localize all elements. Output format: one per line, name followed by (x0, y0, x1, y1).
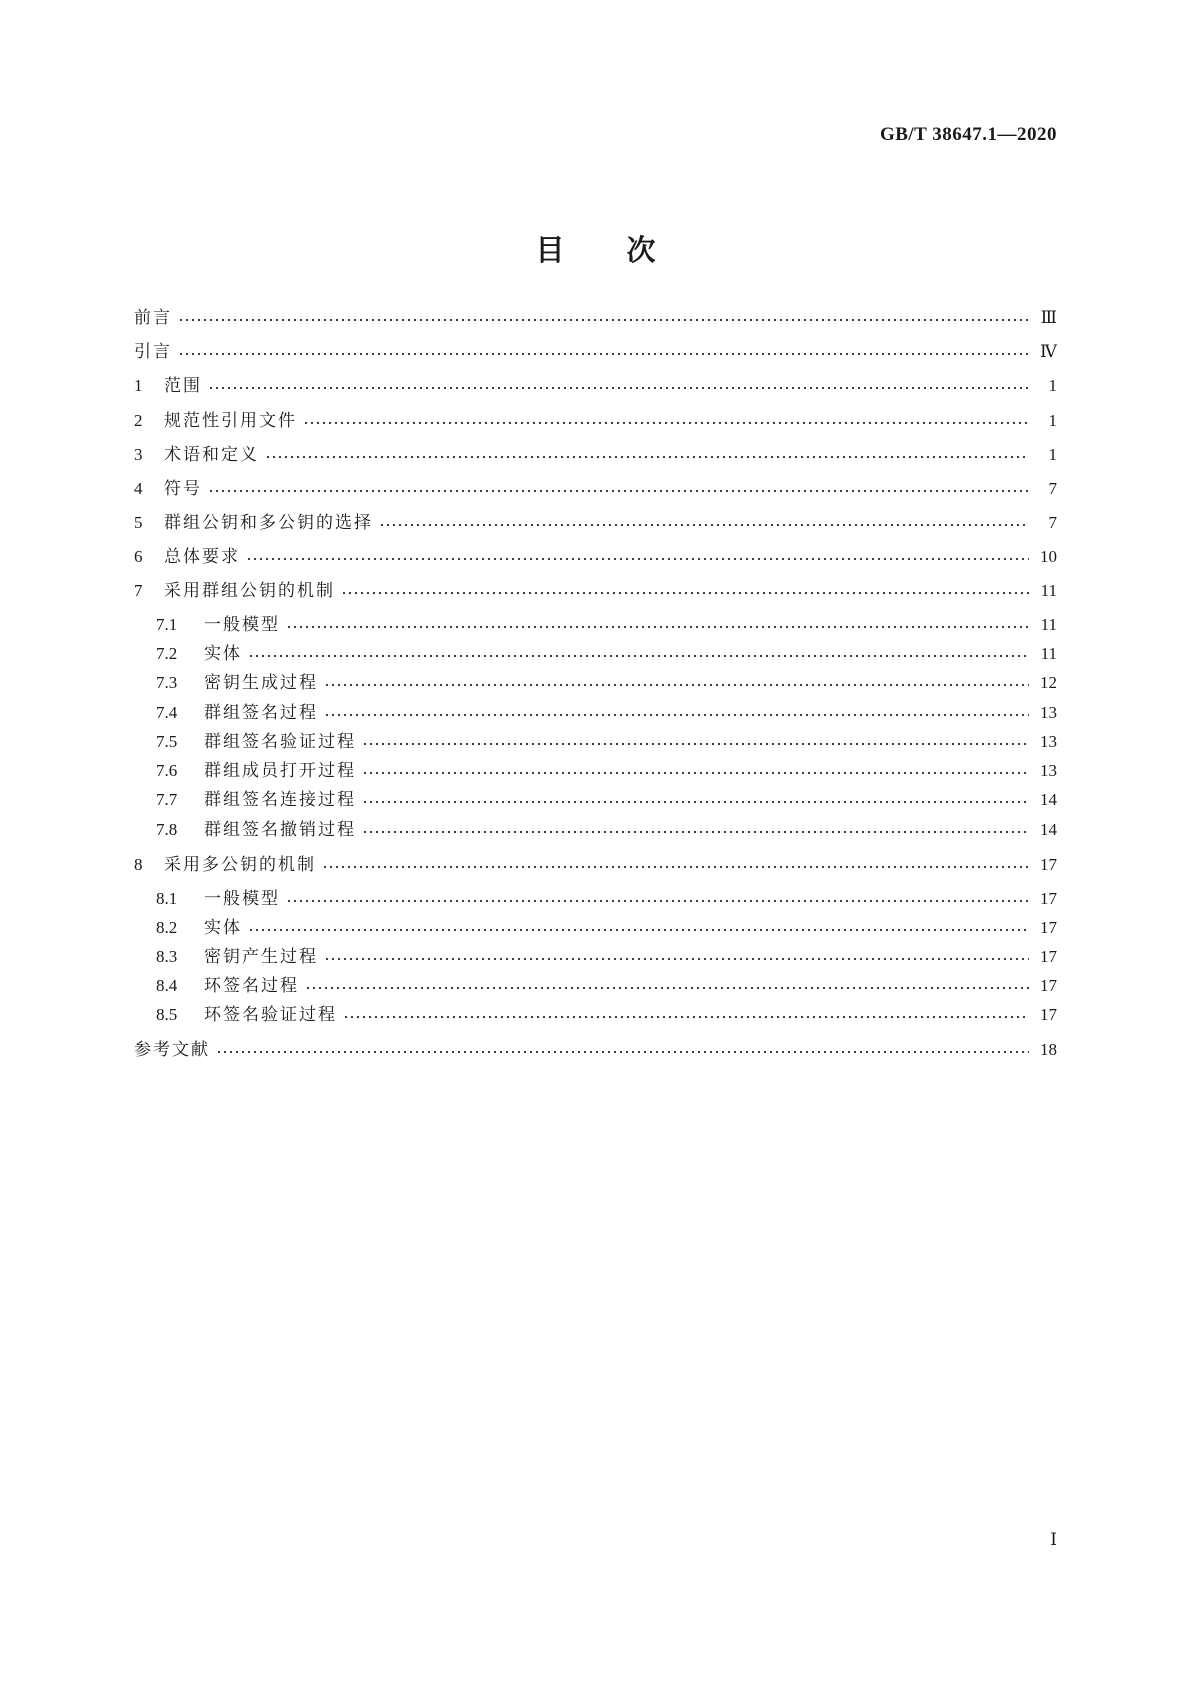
toc-entry-number: 8.4 (156, 976, 178, 995)
toc-entry-number: 2 (134, 411, 143, 430)
dot-leader (324, 683, 1029, 687)
toc-entry-label: 前言 (134, 308, 172, 328)
dot-leader (362, 800, 1029, 804)
toc-entry-page: 17 (1040, 976, 1057, 995)
toc-entry[interactable] (134, 973, 1057, 999)
dot-leader (248, 654, 1029, 658)
toc-entry-number: 7.7 (156, 790, 178, 809)
toc-entry-label: 群组签名撤销过程 (204, 820, 356, 840)
toc-entry-page: 1 (1048, 376, 1057, 395)
toc-entry-label: 群组签名连接过程 (204, 790, 356, 810)
toc-entry-label: 范围 (164, 376, 202, 396)
toc-entry-label: 群组公钥和多公钥的选择 (164, 513, 373, 533)
toc-entry[interactable] (134, 817, 1057, 843)
toc-entry-number: 7.4 (156, 703, 178, 722)
toc-entry-number: 8.1 (156, 889, 178, 908)
toc-entry-label: 密钥产生过程 (204, 947, 318, 967)
toc-entry-page: 7 (1048, 479, 1057, 498)
toc-entry[interactable] (134, 1002, 1057, 1028)
toc-entry-number: 8.5 (156, 1005, 178, 1024)
dot-leader (248, 928, 1029, 932)
toc-entry-page: 17 (1040, 947, 1057, 966)
dot-leader (322, 865, 1029, 869)
toc-entry-page: 17 (1040, 1005, 1057, 1024)
toc-entry-page: 12 (1040, 673, 1057, 692)
toc-entry[interactable] (134, 1037, 1057, 1063)
toc-entry-number: 8.2 (156, 918, 178, 937)
toc-entry-label: 总体要求 (164, 547, 240, 567)
toc-entry-number: 3 (134, 445, 143, 464)
toc-entry[interactable] (134, 373, 1057, 399)
toc-entry-label: 一般模型 (204, 889, 280, 909)
toc-entry-number: 4 (134, 479, 143, 498)
dot-leader (362, 830, 1029, 834)
toc-entry[interactable] (134, 915, 1057, 941)
toc-entry[interactable] (134, 476, 1057, 502)
dot-leader (305, 986, 1029, 990)
toc-entry[interactable] (134, 886, 1057, 912)
toc-entry[interactable] (134, 641, 1057, 667)
toc-entry-label: 引言 (134, 342, 172, 362)
toc-entry[interactable] (134, 339, 1057, 365)
toc-entry-page: 14 (1040, 820, 1057, 839)
toc-entry-number: 6 (134, 547, 143, 566)
toc-entry[interactable] (134, 758, 1057, 784)
dot-leader (208, 386, 1029, 390)
toc-entry-number: 7.5 (156, 732, 178, 751)
toc-entry-number: 7.3 (156, 673, 178, 692)
dot-leader (343, 1015, 1029, 1019)
page-number: Ⅰ (1050, 1530, 1057, 1549)
toc-entry[interactable] (134, 544, 1057, 570)
toc-entry-label: 符号 (164, 479, 202, 499)
toc-entry-page: 14 (1040, 790, 1057, 809)
toc-entry[interactable] (134, 670, 1057, 696)
dot-leader (216, 1050, 1029, 1054)
toc-entry-label: 群组成员打开过程 (204, 761, 356, 781)
toc-entry-label: 群组签名过程 (204, 703, 318, 723)
dot-leader (286, 625, 1029, 629)
toc-entry[interactable] (134, 612, 1057, 638)
dot-leader (178, 318, 1029, 322)
toc-entry-label: 群组签名验证过程 (204, 732, 356, 752)
toc-entry[interactable] (134, 442, 1057, 468)
toc-entry-number: 1 (134, 376, 143, 395)
toc-entry-page: 13 (1040, 703, 1057, 722)
dot-leader (324, 713, 1029, 717)
toc-entry[interactable] (134, 944, 1057, 970)
toc-entry-number: 8.3 (156, 947, 178, 966)
toc-entry-page: 1 (1048, 445, 1057, 464)
toc-entry[interactable] (134, 852, 1057, 878)
toc-entry-page: 10 (1040, 547, 1057, 566)
dot-leader (265, 455, 1029, 459)
toc-entry-number: 5 (134, 513, 143, 532)
toc-entry-label: 术语和定义 (164, 445, 259, 465)
toc-entry[interactable] (134, 408, 1057, 434)
toc-entry-label: 实体 (204, 644, 242, 664)
toc-entry-label: 环签名验证过程 (204, 1005, 337, 1025)
toc-entry-number: 7.2 (156, 644, 178, 663)
toc-entry-number: 8 (134, 855, 143, 874)
toc-entry[interactable] (134, 700, 1057, 726)
toc-entry-label: 环签名过程 (204, 976, 299, 996)
dot-leader (208, 489, 1029, 493)
toc-entry-page: 18 (1040, 1040, 1057, 1059)
toc-entry-page: Ⅲ (1040, 308, 1057, 327)
toc-entry-number: 7.6 (156, 761, 178, 780)
toc-entry[interactable] (134, 305, 1057, 331)
toc-entry-number: 7 (134, 581, 143, 600)
toc-entry-page: 17 (1040, 918, 1057, 937)
toc-entry-page: 17 (1040, 855, 1057, 874)
toc-entry-page: Ⅳ (1040, 342, 1057, 361)
dot-leader (362, 771, 1029, 775)
toc-entry-page: 11 (1040, 581, 1057, 600)
dot-leader (246, 557, 1029, 561)
toc-entry-number: 7.8 (156, 820, 178, 839)
dot-leader (379, 523, 1029, 527)
dot-leader (178, 352, 1029, 356)
toc-entry[interactable] (134, 510, 1057, 536)
toc-entry-page: 7 (1048, 513, 1057, 532)
dot-leader (324, 957, 1029, 961)
toc-entry-page: 1 (1048, 411, 1057, 430)
toc-entry-page: 13 (1040, 761, 1057, 780)
toc-entry[interactable] (134, 787, 1057, 813)
toc-entry-label: 一般模型 (204, 615, 280, 635)
toc-entry-number: 7.1 (156, 615, 178, 634)
dot-leader (286, 899, 1029, 903)
toc-entry[interactable] (134, 729, 1057, 755)
toc-entry-label: 参考文献 (134, 1040, 210, 1060)
standard-code: GB/T 38647.1—2020 (879, 124, 1057, 145)
toc-entry[interactable] (134, 578, 1057, 604)
toc-entry-label: 采用多公钥的机制 (164, 855, 316, 875)
toc-entry-label: 规范性引用文件 (164, 411, 297, 431)
dot-leader (362, 742, 1029, 746)
toc-entry-page: 13 (1040, 732, 1057, 751)
toc-entry-page: 17 (1040, 889, 1057, 908)
toc-entry-label: 采用群组公钥的机制 (164, 581, 335, 601)
toc-entry-page: 11 (1040, 615, 1057, 634)
page-title: 目次 (535, 233, 718, 267)
toc-entry-page: 11 (1040, 644, 1057, 663)
dot-leader (303, 421, 1029, 425)
toc-entry-label: 密钥生成过程 (204, 673, 318, 693)
toc-entry-label: 实体 (204, 918, 242, 938)
dot-leader (341, 591, 1029, 595)
